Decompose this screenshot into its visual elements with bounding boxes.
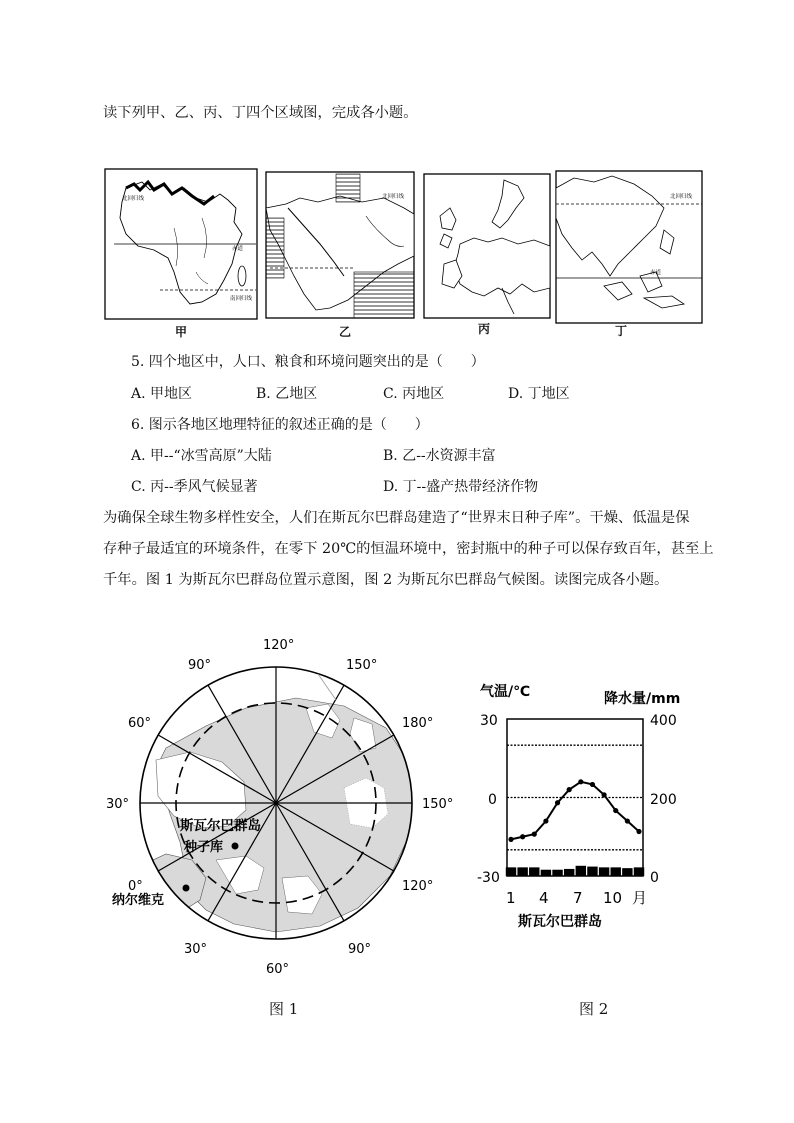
climate-chart-svg bbox=[474, 678, 706, 928]
temp-points bbox=[508, 779, 641, 842]
intro-text-2-line-3: 千年。图 1 为斯瓦尔巴群岛位置示意图，图 2 为斯瓦尔巴群岛气候图。读图完成各小题。 bbox=[103, 572, 669, 588]
precip-bar-4 bbox=[541, 870, 551, 876]
q6-stem: 6. 图示各地区地理特征的叙述正确的是（ ） bbox=[131, 417, 429, 433]
ding-equator-label: 赤道 bbox=[650, 270, 662, 276]
region-maps-svg bbox=[104, 168, 704, 340]
precip-bar-7 bbox=[576, 866, 586, 876]
lon-top-label: 120° bbox=[263, 638, 295, 653]
lon-right-label: 150° bbox=[422, 797, 454, 812]
intro-text-2-line-2: 存种子最适宜的环境条件，在零下 20℃的恒温环境中，密封瓶中的种子可以保存致百年，甚至上 bbox=[103, 541, 714, 557]
region-maps bbox=[104, 168, 704, 340]
precip-bar-6 bbox=[564, 869, 574, 876]
temp-tick-0: 0 bbox=[488, 792, 497, 808]
lon-left-lower-label: 0° bbox=[128, 879, 143, 894]
q5-option-c: C. 丙地区 bbox=[383, 386, 445, 402]
temp-point-12 bbox=[636, 829, 641, 834]
precip-bar-9 bbox=[599, 867, 609, 876]
q6-option-a: A. 甲--“冰雪高原”大陆 bbox=[131, 448, 272, 464]
map-jia-label: 甲 bbox=[175, 325, 188, 339]
temp-point-7 bbox=[578, 779, 583, 784]
intro-text-2-line-1: 为确保全球生物多样性安全，人们在斯瓦尔巴群岛建造了“世界末日种子库”。干燥、低温是保 bbox=[103, 510, 690, 526]
month-tick-10: 10 bbox=[603, 889, 623, 907]
lon-bottom-label: 60° bbox=[266, 962, 290, 977]
svalbard-label: 斯瓦尔巴群岛 bbox=[180, 818, 261, 834]
lon-bottom-right-label: 90° bbox=[348, 942, 372, 957]
map-bing-label: 丙 bbox=[478, 322, 491, 336]
q6-option-c: C. 丙--季风气候显著 bbox=[131, 479, 258, 495]
temp-point-2 bbox=[520, 834, 525, 839]
polar-map-svg bbox=[96, 628, 468, 984]
precip-bar-2 bbox=[517, 867, 527, 876]
lon-bottom-left-label: 30° bbox=[184, 942, 208, 957]
q5-option-d: D. 丁地区 bbox=[508, 386, 570, 402]
precip-bar-8 bbox=[587, 867, 597, 876]
temp-point-1 bbox=[508, 837, 513, 842]
map-bing bbox=[424, 174, 550, 318]
map-ding-label: 丁 bbox=[615, 324, 628, 338]
temp-point-9 bbox=[601, 792, 606, 797]
lon-right-lower-label: 120° bbox=[402, 879, 434, 894]
lon-left-label: 30° bbox=[106, 797, 130, 812]
lon-upper-left-label: 90° bbox=[188, 658, 212, 673]
map-ding bbox=[556, 171, 702, 323]
figure-1-caption: 图 1 bbox=[269, 1000, 299, 1018]
precip-bar-5 bbox=[552, 870, 562, 876]
temp-point-3 bbox=[532, 832, 537, 837]
precip-tick-200: 200 bbox=[650, 792, 677, 808]
seed-vault-marker bbox=[232, 843, 239, 850]
map-yi-label: 乙 bbox=[339, 325, 352, 339]
seed-vault-label: 种子库 bbox=[184, 840, 224, 855]
temp-point-4 bbox=[543, 818, 548, 823]
temp-point-5 bbox=[555, 800, 560, 805]
map-yi bbox=[266, 172, 414, 318]
precip-bar-1 bbox=[506, 867, 516, 876]
figure-1-polar-map bbox=[96, 628, 468, 984]
chart-title: 斯瓦尔巴群岛 bbox=[518, 914, 602, 928]
temp-tick-neg30: -30 bbox=[477, 870, 500, 886]
q5-option-a: A. 甲地区 bbox=[131, 386, 193, 402]
precip-tick-0: 0 bbox=[650, 870, 659, 886]
jia-equator-label: 赤道 bbox=[232, 246, 244, 252]
ding-north-tropic-label: 北回归线 bbox=[670, 194, 693, 200]
month-tick-7: 7 bbox=[573, 889, 583, 907]
precip-bars bbox=[506, 866, 644, 876]
figure-2-caption: 图 2 bbox=[579, 1000, 609, 1018]
lon-right-upper-label: 180° bbox=[402, 716, 434, 731]
q5-option-b: B. 乙地区 bbox=[256, 386, 318, 402]
temp-line bbox=[511, 782, 639, 840]
jia-north-tropic-label: 北回归线 bbox=[122, 196, 145, 202]
temp-axis-label: 气温/℃ bbox=[480, 684, 531, 700]
lon-upper-right-label: 150° bbox=[346, 658, 378, 673]
month-label: 月 bbox=[632, 889, 648, 907]
precip-bar-12 bbox=[634, 867, 644, 876]
precip-bar-3 bbox=[529, 867, 539, 876]
intro-text-1: 读下列甲、乙、丙、丁四个区域图，完成各小题。 bbox=[103, 105, 418, 121]
narvik-label: 纳尔维克 bbox=[112, 893, 165, 908]
narvik-marker bbox=[183, 885, 190, 892]
yi-north-tropic-label: 北回归线 bbox=[382, 194, 405, 200]
temp-point-11 bbox=[625, 818, 630, 823]
map-jia bbox=[105, 169, 257, 319]
gridlines bbox=[507, 745, 643, 850]
temp-point-6 bbox=[567, 787, 572, 792]
q6-option-d: D. 丁--盛产热带经济作物 bbox=[383, 479, 539, 495]
figure-2-climate-chart bbox=[474, 678, 706, 928]
temp-point-8 bbox=[590, 782, 595, 787]
precip-bar-10 bbox=[611, 867, 621, 876]
month-tick-4: 4 bbox=[539, 889, 549, 907]
temp-point-10 bbox=[613, 808, 618, 813]
jia-south-tropic-label: 南回归线 bbox=[230, 296, 253, 302]
q5-stem: 5. 四个地区中，人口、粮食和环境问题突出的是（ ） bbox=[131, 354, 485, 370]
q6-option-b: B. 乙--水资源丰富 bbox=[383, 448, 496, 464]
precip-tick-400: 400 bbox=[650, 713, 677, 729]
precip-bar-11 bbox=[622, 868, 632, 876]
temp-tick-30: 30 bbox=[480, 713, 498, 729]
lon-left-upper-label: 60° bbox=[128, 716, 152, 731]
month-tick-1: 1 bbox=[506, 889, 516, 907]
precip-axis-label: 降水量/mm bbox=[604, 691, 681, 707]
